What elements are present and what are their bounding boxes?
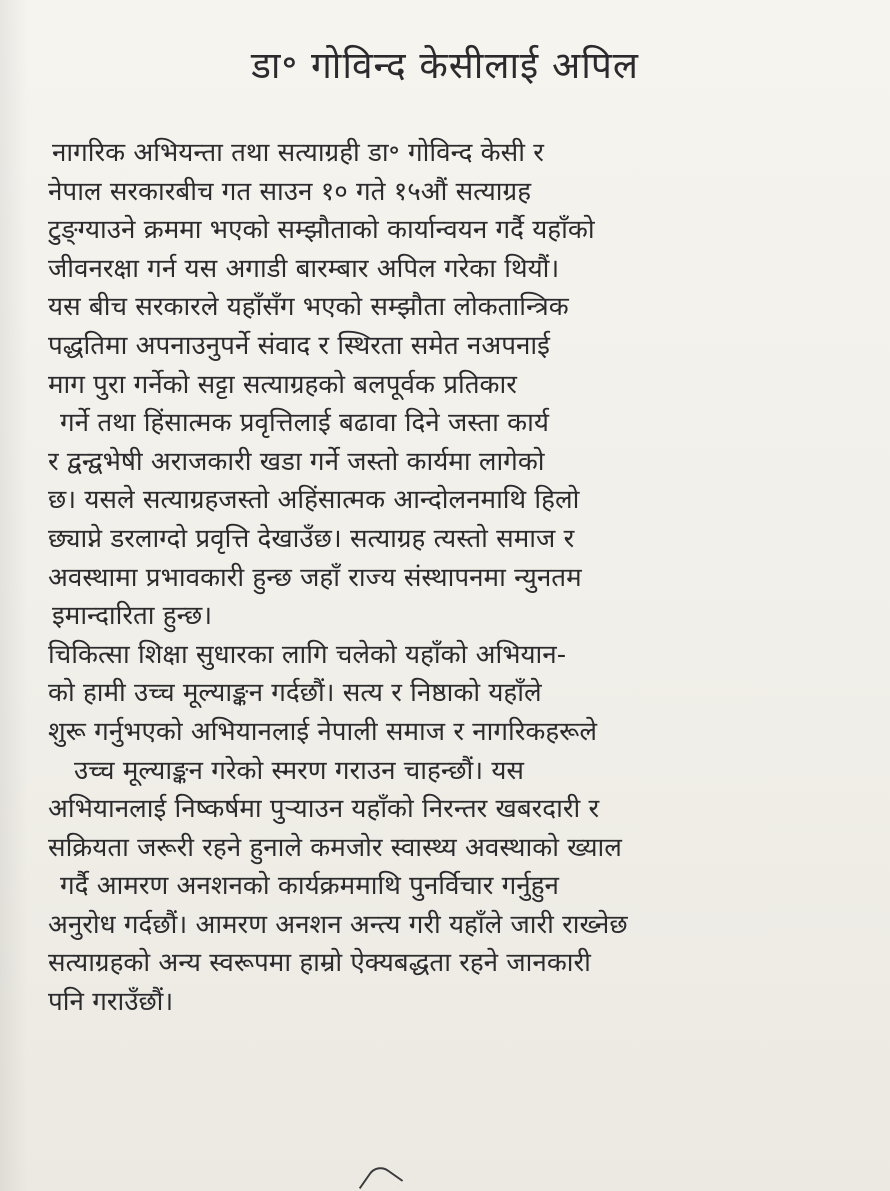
letter-line: पद्धतिमा अपनाउनुपर्ने संवाद र स्थिरता समेत नअपनाई — [48, 330, 550, 361]
letter-line: उच्च मूल्याङ्कन गरेको स्मरण गराउन चाहन्छौं। यस — [74, 755, 524, 786]
letter-line: नेपाल सरकारबीच गत साउन १० गते १५औं सत्याग्रह — [48, 176, 532, 207]
letter-line: पनि गराउँछौं। — [48, 987, 174, 1018]
letter-line: सक्रियता जरूरी रहने हुनाले कमजोर स्वास्थ्य अवस्थाको ख्याल — [48, 832, 622, 863]
letter-line: अभियानलाई निष्कर्षमा पुर्‍याउन यहाँको निरन्तर खबरदारी र — [48, 794, 600, 825]
letter-line: शुरू गर्नुभएको अभियानलाई नेपाली समाज र नागरिकहरूले — [48, 716, 597, 747]
letter-line: यस बीच सरकारले यहाँसँग भएको सम्झौता लोकतान्त्रिक — [48, 292, 569, 323]
letter-line: अवस्थामा प्रभावकारी हुन्छ जहाँ राज्य संस्थापनमा न्युनतम — [48, 562, 582, 593]
letter-line: इमान्दारिता हुन्छ। — [52, 601, 213, 632]
letter-line: जीवनरक्षा गर्न यस अगाडी बारम्बार अपिल गरेका थियौं। — [48, 253, 560, 284]
letter-line: नागरिक अभियन्ता तथा सत्याग्रही डा॰ गोविन्द केसी र — [52, 138, 544, 168]
letter-line: को हामी उच्च मूल्याङ्कन गर्दछौं। सत्य र निष्ठाको यहाँले — [48, 678, 542, 709]
paper-edge-shadow — [0, 0, 28, 1191]
page-bottom-ink-mark — [359, 1162, 404, 1191]
letter-line: गर्ने तथा हिंसात्मक प्रवृत्तिलाई बढावा दिने जस्ता कार्य — [60, 408, 549, 439]
letter-title: डा॰ गोविन्द केसीलाई अपिल — [251, 44, 639, 87]
letter-line: चिकित्सा शिक्षा सुधारका लागि चलेको यहाँको अभियान- — [48, 639, 567, 670]
letter-line: र द्वन्द्वभेषी अराजकारी खडा गर्ने जस्तो कार्यमा लागेको — [48, 446, 545, 477]
letter-line: गर्दै आमरण अनशनको कार्यक्रममाथि पुनर्विचार गर्नुहुन — [60, 871, 559, 902]
letter-line: छ। यसले सत्याग्रहजस्तो अहिंसात्मक आन्दोलनमाथि हिलो — [48, 485, 580, 516]
letter-line: अनुरोध गर्दछौं। आमरण अनशन अन्त्य गरी यहाँले जारी राख्नेछ — [48, 909, 628, 940]
letter-line: माग पुरा गर्नेको सट्टा सत्याग्रहको बलपूर्वक प्रतिकार — [48, 369, 517, 400]
letter-line: टुङ्ग्याउने क्रममा भएको सम्झौताको कार्यान्वयन गर्दै यहाँको — [48, 215, 595, 246]
letter-body — [48, 134, 878, 1022]
letter-line: सत्याग्रहको अन्य स्वरूपमा हाम्रो ऐक्यबद्धता रहने जानकारी — [48, 948, 591, 979]
letter-line: छ्याप्ने डरलाग्दो प्रवृत्ति देखाउँछ। सत्याग्रह त्यस्तो समाज र — [48, 523, 575, 554]
